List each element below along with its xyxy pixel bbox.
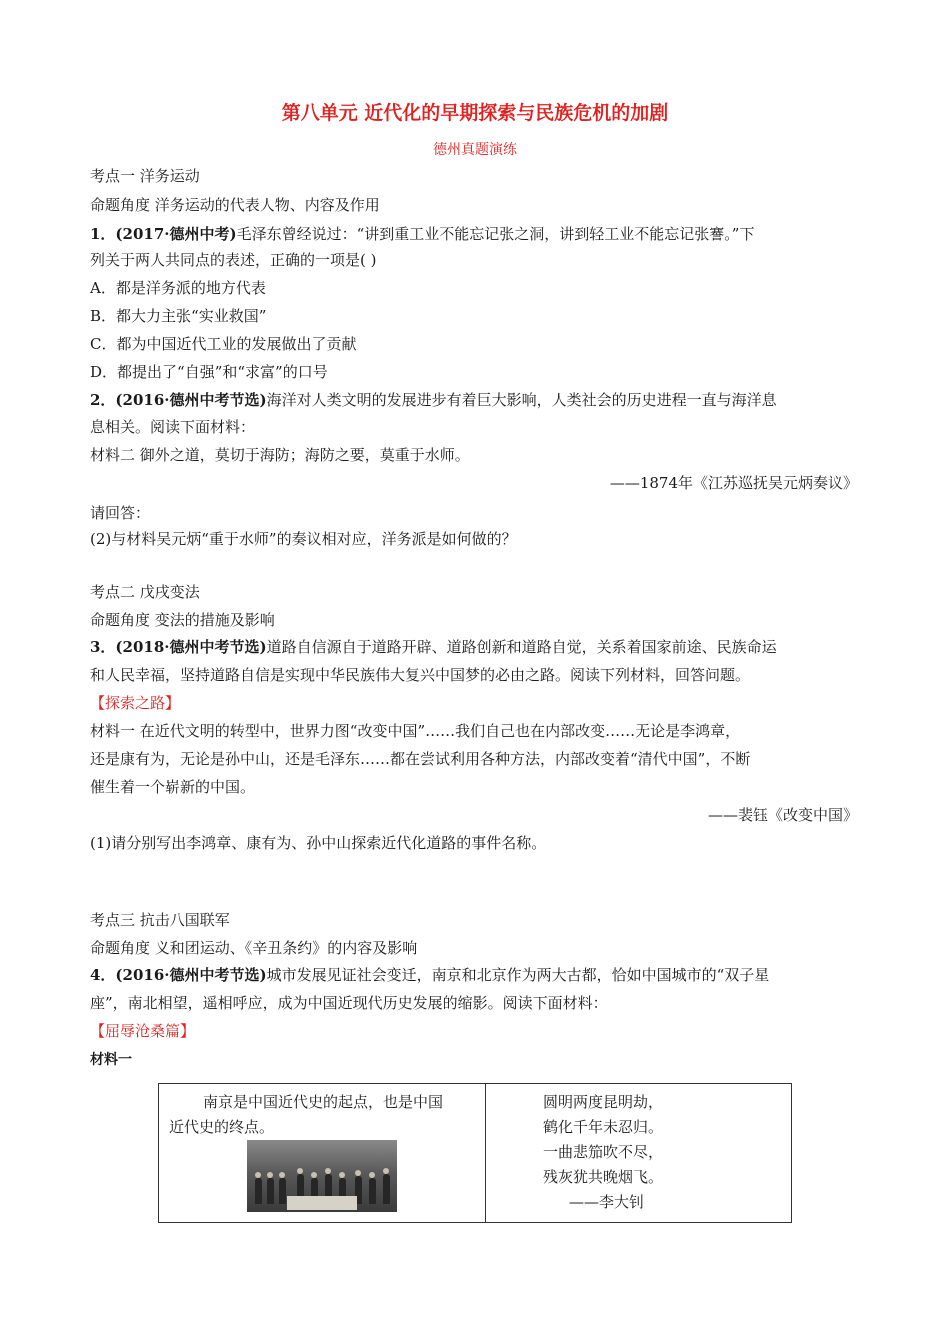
q3-material-line2: 还是康有为，无论是孙中山，还是毛泽东……都在尝试利用各种方法，内部改变着“清代中国”，不断: [90, 750, 751, 768]
poem-line-1: 圆明两度昆明劫，: [543, 1093, 664, 1111]
q3-number: 3．(2018·德州中考节选): [90, 638, 267, 656]
section2-point: 考点二 戊戌变法: [90, 583, 200, 601]
poem-line-2: 鹤化千年未忍归。: [543, 1118, 664, 1136]
q3-material-line3: 催生着一个崭新的中国。: [90, 778, 256, 796]
q1-option-d: D．都提出了“自强”和“求富”的口号: [90, 363, 328, 381]
poem-line-4: 残灰犹共晚烟飞。: [543, 1168, 664, 1186]
q3-question: (1)请分别写出李鸿章、康有为、孙中山探索近代化道路的事件名称。: [90, 834, 547, 852]
page-subtitle: 德州真题演练: [433, 142, 517, 158]
table-left-line2: 近代史的终点。: [169, 1118, 275, 1136]
page-title: 第八单元 近代化的早期探索与民族危机的加剧: [281, 102, 669, 124]
q3-line2: 和人民幸福，坚持道路自信是实现中华民族伟大复兴中国梦的必由之路。阅读下列材料，回答问题。: [90, 666, 751, 684]
q4-number: 4．(2016·德州中考节选): [90, 966, 267, 984]
q1-option-b: B．都大力主张“实业救国”: [90, 307, 267, 325]
q4-line1: [90, 965, 769, 985]
q1-option-c: C．都为中国近代工业的发展做出了贡献: [90, 335, 357, 353]
table-left-line1: 南京是中国近代史的起点，也是中国: [203, 1093, 444, 1111]
q4-tag: 【屈辱沧桑篇】: [90, 1022, 196, 1040]
q2-prompt: 请回答：: [90, 504, 151, 522]
q3-material-line1: 材料一 在近代文明的转型中，世界力图“改变中国”……我们自己也在内部改变……无论是李鸿章，: [90, 722, 741, 740]
q3-tag: 【探索之路】: [90, 694, 181, 712]
q1-line2: 列关于两人共同点的表述，正确的一项是( ): [90, 251, 377, 269]
q3-source: ——裴钰《改变中国》: [707, 806, 858, 824]
q2-source: ——1874年《江苏巡抚吴元炳奏议》: [609, 474, 858, 492]
q1-option-a: A．都是洋务派的地方代表: [90, 279, 266, 297]
q3-line1: [90, 637, 777, 657]
material-table: [158, 1083, 792, 1223]
q1-number: 1．(2017·德州中考): [90, 225, 237, 243]
q2-material: 材料二 御外之道，莫切于海防；海防之要，莫重于水师。: [90, 446, 470, 464]
poem-line-3: 一曲悲笳吹不尽，: [543, 1143, 664, 1161]
q2-number: 2．(2016·德州中考节选): [90, 391, 267, 409]
section1-angle: 命题角度 洋务运动的代表人物、内容及作用: [90, 196, 380, 214]
q2-stem: 海洋对人类文明的发展进步有着巨大影响，人类社会的历史进程一直与海洋息: [266, 391, 777, 409]
historical-photo: [247, 1140, 397, 1212]
q1-line1: [90, 224, 754, 244]
q1-stem: 毛泽东曾经说过：“讲到重工业不能忘记张之洞，讲到轻工业不能忘记张謇。”下: [236, 225, 755, 243]
q4-line2: 座”，南北相望，遥相呼应，成为中国近现代历史发展的缩影。阅读下面材料：: [90, 994, 608, 1012]
section3-point: 考点三 抗击八国联军: [90, 911, 230, 929]
q2-line1: [90, 390, 777, 410]
q2-question: (2)与材料吴元炳“重于水师”的奏议相对应，洋务派是如何做的？: [90, 530, 517, 548]
section3-angle: 命题角度 义和团运动、《辛丑条约》的内容及影响: [90, 939, 418, 957]
q4-stem: 城市发展见证社会变迁，南京和北京作为两大古都，恰如中国城市的“双子星: [266, 966, 770, 984]
section1-point: 考点一 洋务运动: [90, 167, 200, 185]
q3-stem: 道路自信源自于道路开辟、道路创新和道路自觉，关系着国家前途、民族命运: [266, 638, 777, 656]
table-divider: [485, 1084, 486, 1222]
poem-author: ——李大钊: [569, 1193, 645, 1211]
q4-material-label: 材料一: [90, 1052, 132, 1068]
q2-line2: 息相关。阅读下面材料：: [90, 418, 256, 436]
section2-angle: 命题角度 变法的措施及影响: [90, 611, 275, 629]
